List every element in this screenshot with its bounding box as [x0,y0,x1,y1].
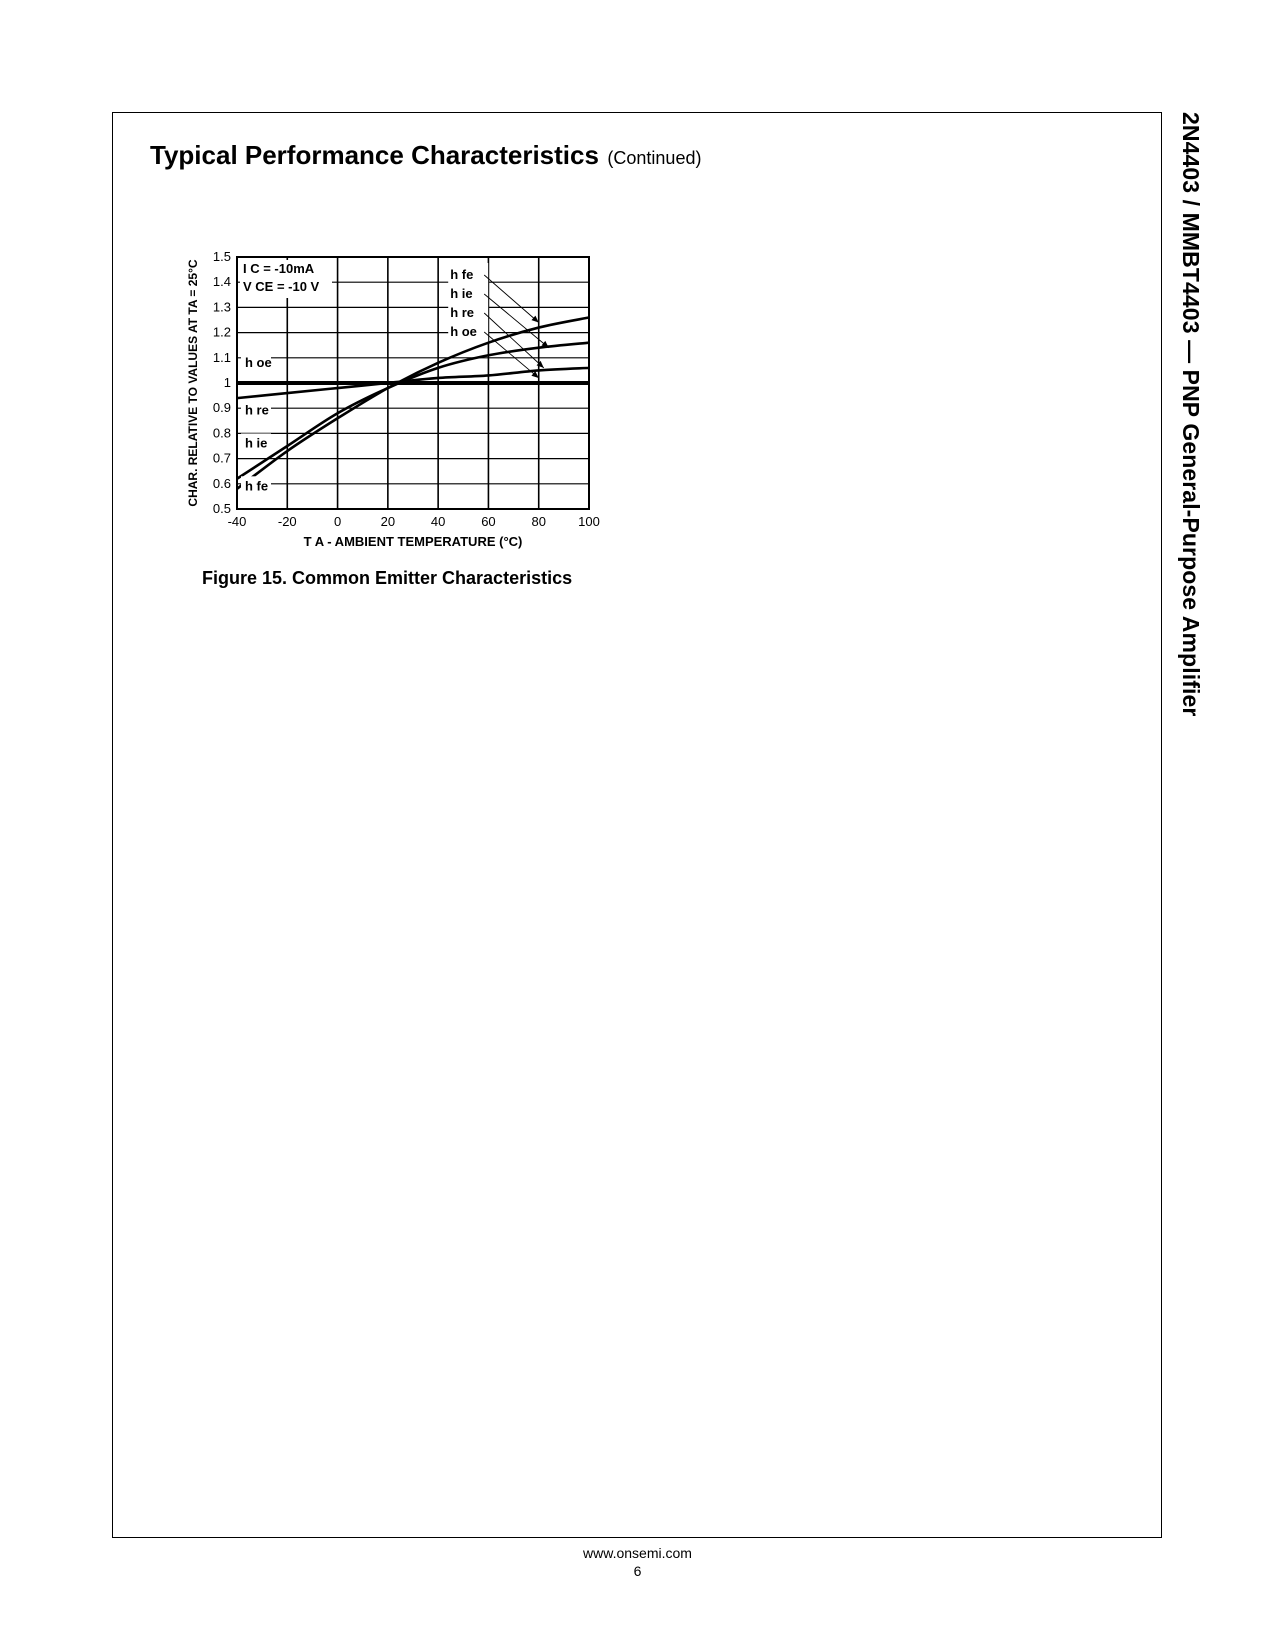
y-tick-label: 1.4 [212,274,231,290]
y-tick-label: 0.6 [212,475,231,491]
curve-label: h re [245,402,269,418]
legend-label: h fe [450,267,474,282]
y-tick-label: 1.2 [212,324,231,340]
x-tick-label: -40 [227,514,247,529]
x-tick-label: 20 [380,514,396,529]
y-tick-label: 0.8 [212,425,231,441]
curve-label: h fe [245,478,269,494]
x-tick-label: 100 [578,514,600,529]
footer-url[interactable]: www.onsemi.com [583,1545,692,1561]
curve-label: h oe [245,354,272,370]
y-tick-label: 0.7 [212,450,231,466]
section-title-text: Typical Performance Characteristics [150,140,599,170]
x-tick-label: -20 [277,514,297,529]
side-title-text: 2N4403 / MMBT4403 — PNP General-Purpose Amplifier [1178,112,1204,717]
x-tick-label: 80 [531,514,546,529]
side-title [1168,112,1208,1538]
page-number: 6 [633,1563,642,1579]
y-tick-label: 0.5 [212,501,231,516]
condition-label: V CE = -10 V [243,279,320,294]
y-tick-label: 1 [223,375,231,390]
legend-label: h oe [450,324,477,339]
curve-label: h ie [245,435,268,451]
x-tick-label: 60 [481,514,496,529]
y-tick-label: 0.9 [212,400,231,416]
y-tick-label: 1.1 [212,349,231,365]
y-tick-label: 1.5 [212,249,231,264]
figure-caption: Figure 15. Common Emitter Characteristics [202,568,573,588]
section-title [150,140,701,171]
condition-label: I C = -10mA [243,261,315,276]
legend-label: h ie [450,286,473,301]
x-tick-label: 0 [333,514,342,529]
section-title-suffix: (Continued) [607,148,702,168]
y-tick-label: 1.3 [212,299,231,315]
x-axis-label: T A - AMBIENT TEMPERATURE (°C) [303,534,523,549]
common-emitter-chart [185,235,605,549]
legend-label: h re [450,305,475,320]
y-axis-label: CHAR. RELATIVE TO VALUES AT TA = 25°C [186,259,200,507]
x-tick-label: 40 [430,514,446,529]
